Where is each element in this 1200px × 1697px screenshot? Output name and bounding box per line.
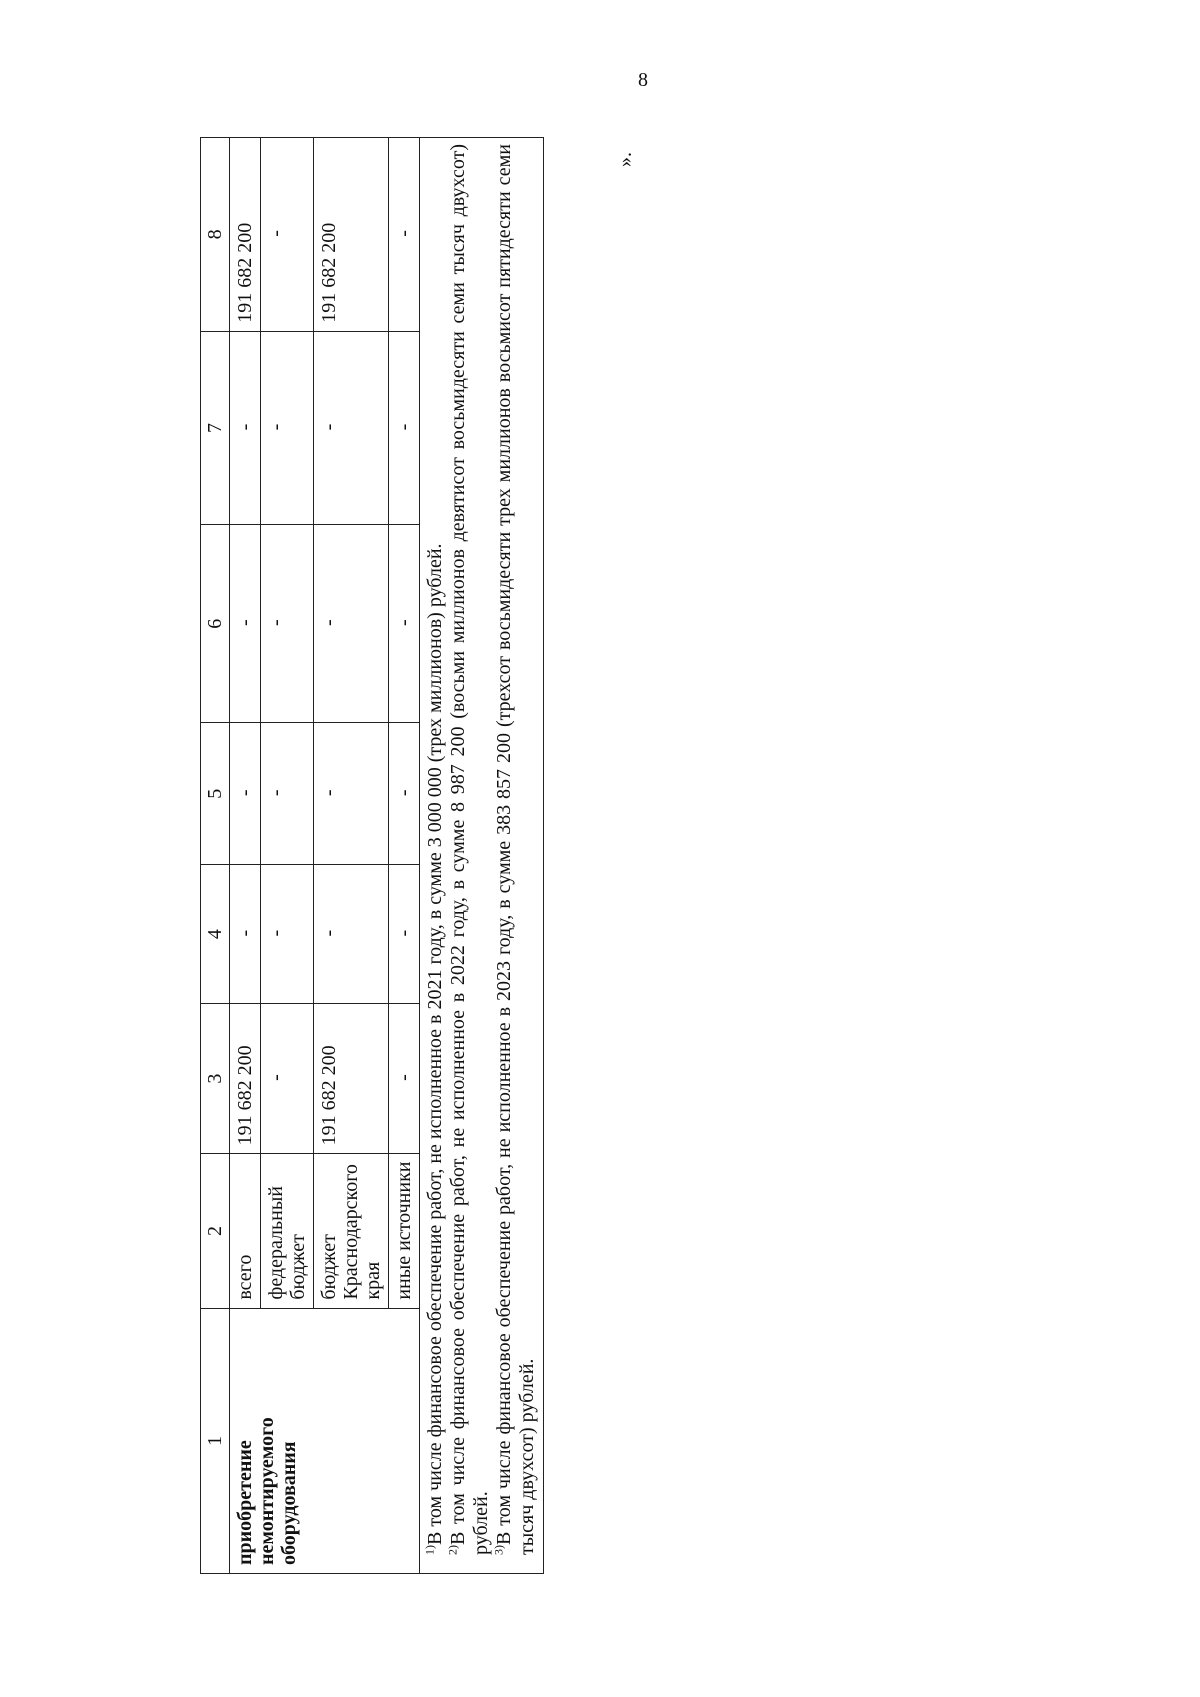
value-cell: -	[314, 331, 389, 525]
table-row	[230, 138, 261, 1574]
value-cell: -	[261, 1003, 314, 1154]
source-cell: иные источники	[389, 1154, 420, 1308]
header-cell-7: 7	[201, 331, 230, 525]
value-cell: -	[230, 865, 261, 1003]
footnote-text: В том числе финансовое обеспечение работ, не исполненное в 2023 году, в сумме 383 857 200 (трехсот восьмидесяти трех миллионов восьмисот пятидесяти семи тысяч двухсот) рублей.	[493, 144, 538, 1555]
value-cell: -	[389, 865, 420, 1003]
footnotes-row	[420, 138, 544, 1574]
item-name-cell: приобретение немонтируемого оборудования	[230, 1308, 420, 1573]
value-cell: 191 682 200	[230, 1003, 261, 1154]
header-cell-8: 8	[201, 138, 230, 332]
footnotes-cell	[420, 138, 544, 1574]
value-cell: -	[389, 525, 420, 723]
financing-table	[200, 137, 544, 1574]
footnote-2	[447, 144, 493, 1565]
value-cell: -	[389, 138, 420, 332]
footnote-mark: 1)	[422, 1545, 437, 1555]
header-cell-3: 3	[201, 1003, 230, 1154]
footnote-text: В том числе финансовое обеспечение работ, не исполненное в 2021 году, в сумме 3 000 000 (трех миллионов) рублей.	[424, 543, 446, 1545]
rotated-content	[200, 134, 620, 1574]
header-cell-1: 1	[201, 1308, 230, 1573]
value-cell: -	[261, 525, 314, 723]
footnote-3	[493, 144, 539, 1565]
closing-quote-mark: ».	[614, 152, 636, 167]
footnote-mark: 2)	[445, 1545, 460, 1555]
value-cell: -	[230, 723, 261, 865]
page-number: 8	[638, 69, 648, 91]
footnote-mark: 3)	[491, 1545, 506, 1555]
value-cell: -	[261, 138, 314, 332]
value-cell: -	[261, 331, 314, 525]
footnote-text: В том числе финансовое обеспечение работ, не исполненное в 2022 году, в сумме 8 987 200 (восьми миллионов девятисот восьмидесяти семи тысяч двухсот) рублей.	[447, 144, 492, 1555]
table-header-row	[201, 138, 230, 1574]
header-cell-6: 6	[201, 525, 230, 723]
value-cell: -	[230, 525, 261, 723]
value-cell: -	[389, 723, 420, 865]
value-cell: -	[230, 331, 261, 525]
value-cell: -	[389, 1003, 420, 1154]
value-cell: -	[389, 331, 420, 525]
header-cell-4: 4	[201, 865, 230, 1003]
source-cell: всего	[230, 1154, 261, 1308]
value-cell: -	[314, 525, 389, 723]
source-cell: федеральный бюджет	[261, 1154, 314, 1308]
header-cell-5: 5	[201, 723, 230, 865]
value-cell: -	[314, 723, 389, 865]
footnote-1	[424, 144, 447, 1565]
value-cell: 191 682 200	[230, 138, 261, 332]
value-cell: 191 682 200	[314, 1003, 389, 1154]
value-cell: -	[261, 865, 314, 1003]
value-cell: -	[261, 723, 314, 865]
value-cell: -	[314, 865, 389, 1003]
header-cell-2: 2	[201, 1154, 230, 1308]
source-cell: бюджет Краснодарского края	[314, 1154, 389, 1308]
value-cell: 191 682 200	[314, 138, 389, 332]
